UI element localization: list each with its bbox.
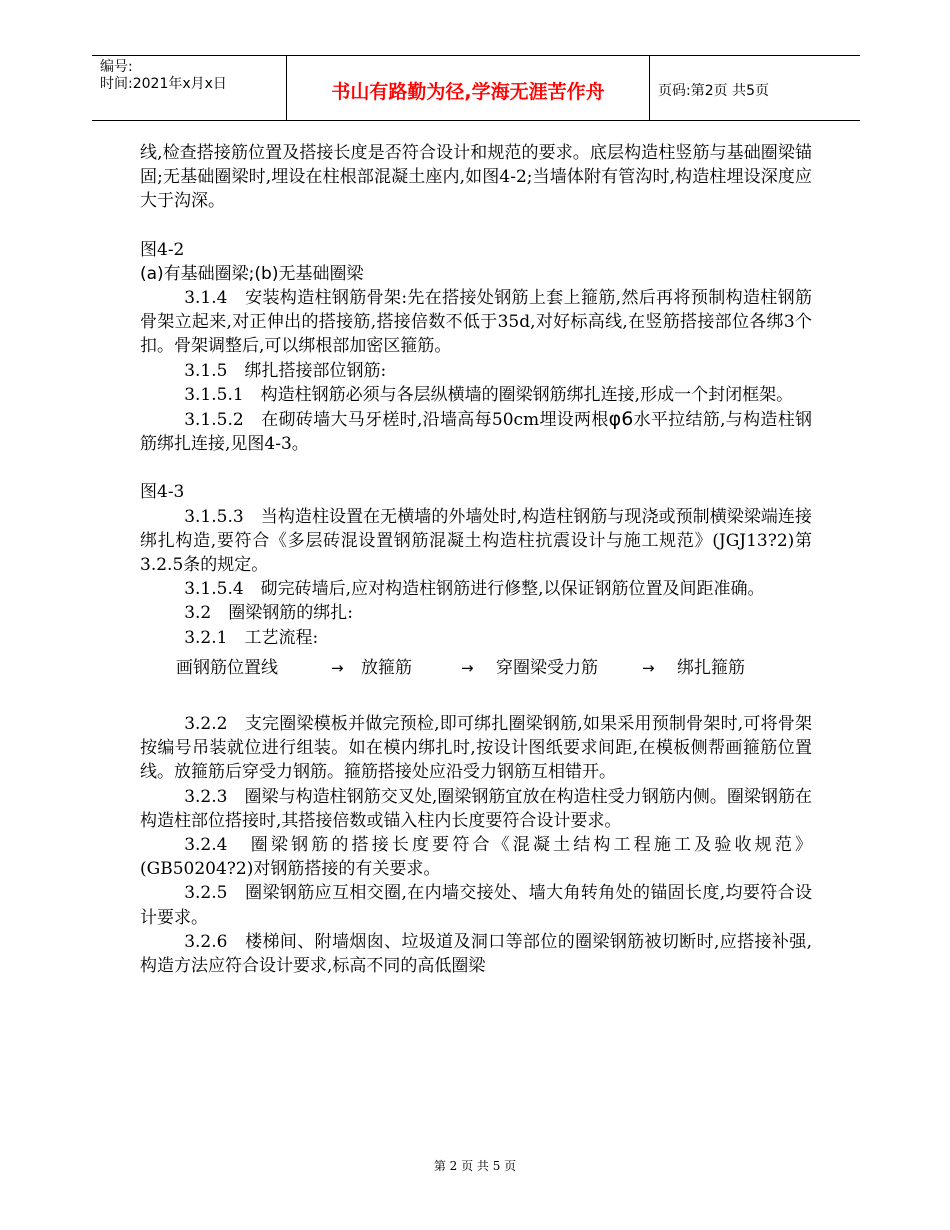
figure-label: 图4-3: [140, 482, 185, 503]
paragraph-3-1-4: 3.1.4 安装构造柱钢筋骨架:先在搭接处钢筋上套上箍筋,然后再将预制构造柱钢筋骨架立起来,对正伸出的搭接筋,搭接倍数不低于35d,对好标高线,在竖筋搭接部位各绑3个扣。骨架调整后,可以绑根部加密区箍筋。: [140, 288, 812, 357]
spacer: [140, 680, 812, 712]
flow-step-4: 绑扎箍筋: [677, 657, 745, 678]
phi-symbol: φ6: [608, 408, 634, 431]
page-footer: 第 2 页 共 5 页: [433, 1159, 517, 1173]
spacer: [140, 456, 812, 480]
paragraph-3-2: 3.2 圈梁钢筋的绑扎:: [184, 603, 353, 624]
page-header: [92, 55, 860, 121]
time-label: 时间:2021年x月x日: [100, 76, 227, 92]
paragraph-3-1-5-3: 3.1.5.3 当构造柱设置在无横墙的外墙处时,构造柱钢筋与现浇或预制横梁梁端连接绑扎构造,要符合《多层砖混设置钢筋混凝土构造柱抗震设计与施工规范》(JGJ13?2)第3.2.5条的规定。: [140, 506, 812, 576]
flow-step-3: 穿圈梁受力筋: [496, 657, 598, 678]
paragraph-3-1-5-1: 3.1.5.1 构造柱钢筋必须与各层纵横墙的圈梁钢筋绑扎连接,形成一个封闭框架。: [184, 384, 794, 405]
paragraph-3-1-5-2-text-a: 3.1.5.2 在砌砖墙大马牙槎时,沿墙高每50cm埋设两根: [184, 410, 609, 431]
header-motto: 书山有路勤为径,学海无涯苦作舟: [287, 56, 650, 120]
process-flow: [140, 656, 812, 680]
arrow-right-icon: →: [642, 658, 655, 677]
figure-label: 图4-2: [140, 239, 185, 260]
paragraph-3-1-5-2-text-b: 水平拉结筋,与构造柱钢筋绑扎连接,见图4-3。: [140, 410, 812, 455]
arrow-right-icon: →: [461, 658, 474, 677]
figure-caption: (a)有基础圈梁;(b)无基础圈梁: [140, 263, 364, 284]
paragraph-3-2-2: 3.2.2 支完圈梁模板并做完预检,即可绑扎圈梁钢筋,如果采用预制骨架时,可将骨架按编号吊装就位进行组装。如在模内绑扎时,按设计图纸要求间距,在模板侧帮画箍筋位置线。放箍筋后穿受力钢筋。箍筋搭接处应沿受力钢筋互相错开。: [140, 714, 812, 783]
spacer: [140, 214, 812, 238]
paragraph: 线,检查搭接筋位置及搭接长度是否符合设计和规范的要求。底层构造柱竖筋与基础圈梁锚固;无基础圈梁时,埋设在柱根部混凝土座内,如图4-2;当墙体附有管沟时,构造柱埋设深度应大于沟深。: [140, 143, 812, 212]
paragraph-3-2-4: 3.2.4 圈梁钢筋的搭接长度要符合《混凝土结构工程施工及验收规范》(GB50204?2)对钢筋搭接的有关要求。: [140, 835, 812, 880]
paragraph-3-2-6: 3.2.6 楼梯间、附墙烟囱、垃圾道及洞口等部位的圈梁钢筋被切断时,应搭接补强,构造方法应符合设计要求,标高不同的高低圈梁: [140, 931, 812, 977]
paragraph-3-2-1: 3.2.1 工艺流程:: [184, 627, 319, 648]
paragraph-3-1-5-2: [140, 407, 812, 456]
paragraph-3-2-5: 3.2.5 圈梁钢筋应互相交圈,在内墙交接处、墙大角转角处的锚固长度,均要符合设计要求。: [140, 883, 812, 928]
flow-step-1: 画钢筋位置线: [176, 657, 278, 678]
arrow-right-icon: →: [331, 658, 344, 677]
paragraph-3-1-5: 3.1.5 绑扎搭接部位钢筋:: [184, 360, 387, 381]
header-page-info: 页码:第2页 共5页: [658, 83, 769, 99]
header-meta-cell: [92, 56, 287, 120]
paragraph-3-2-3: 3.2.3 圈梁与构造柱钢筋交叉处,圈梁钢筋宜放在构造柱受力钢筋内侧。圈梁钢筋在构造柱部位搭接时,其搭接倍数或锚入柱内长度要符合设计要求。: [140, 786, 812, 831]
paragraph-3-1-5-4: 3.1.5.4 砌完砖墙后,应对构造柱钢筋进行修整,以保证钢筋位置及间距准确。: [184, 579, 765, 600]
flow-step-2: 放箍筋: [361, 657, 412, 678]
code-label: 编号:: [100, 59, 133, 75]
document-body: [140, 141, 812, 978]
